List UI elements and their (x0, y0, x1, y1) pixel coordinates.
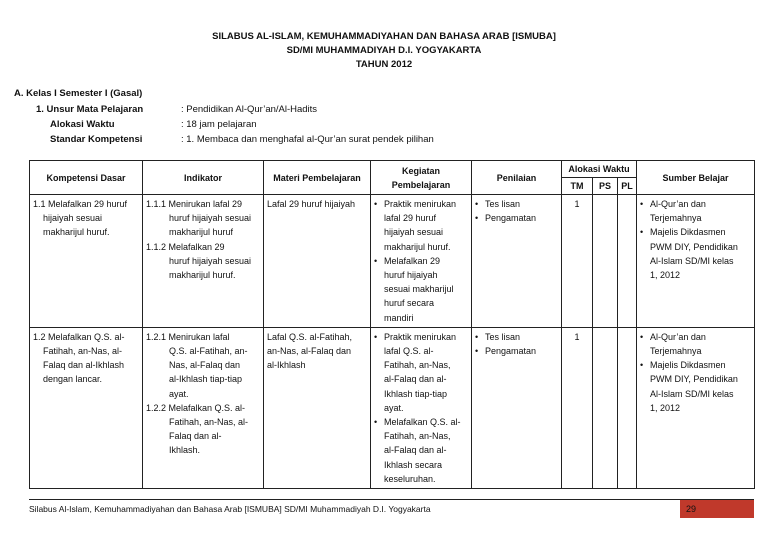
kegiatan-line: makharijul huruf. (384, 241, 451, 252)
indikator-line: Fatihah, an-Nas, al- (169, 417, 249, 428)
indikator-line: 1.1.2 Melafalkan 29 (146, 241, 225, 252)
materi-line: al-Ikhlash (267, 360, 306, 371)
header-indikator: Indikator (143, 161, 264, 195)
bullet-icon: • (475, 331, 479, 342)
kegiatan-cell (371, 195, 472, 328)
syllabus-table (29, 160, 755, 489)
kegiatan-line: al-Falaq dan al- (384, 445, 447, 456)
penilaian-text: Pengamatan (485, 346, 537, 357)
kegiatan-line: hijaiyah sesuai (384, 227, 444, 238)
indikator-line: huruf hijaiyah sesuai (169, 213, 252, 224)
kegiatan-line: Ikhlash secara (384, 459, 443, 470)
document-title: SILABUS AL-ISLAM, KEMUHAMMADIYAHAN DAN BAHASA ARAB [ISMUBA] (212, 31, 556, 42)
sumber-line: 1, 2012 (650, 270, 681, 281)
kd-line: makharijul huruf. (43, 227, 110, 238)
ps-cell (593, 195, 618, 328)
kegiatan-line: huruf secara (384, 298, 435, 309)
kegiatan-line: Praktik menirukan (384, 199, 457, 209)
document-subtitle: SD/MI MUHAMMADIYAH D.I. YOGYAKARTA (286, 45, 482, 56)
kd-line: Falaq dan al-Ikhlash (43, 360, 125, 371)
unsur-label: 1. Unsur Mata Pelajaran (36, 104, 144, 115)
indikator-cell (143, 195, 264, 328)
sumber-cell (637, 327, 755, 488)
page-number: 29 (680, 500, 754, 518)
kegiatan-item (374, 197, 468, 254)
kd-cell (30, 327, 143, 488)
materi-line: Lafal 29 huruf hijaiyah (267, 199, 356, 209)
kd-line: 1.1 Melafalkan 29 huruf (33, 199, 128, 209)
kegiatan-line: ayat. (384, 402, 404, 413)
sumber-line: Al-Qur’an dan (650, 331, 706, 342)
sumber-line: Al-Islam SD/MI kelas (650, 388, 734, 399)
kegiatan-line: Melafalkan 29 (384, 255, 441, 266)
tm-cell: 1 (562, 327, 593, 488)
table-row (30, 327, 755, 488)
penilaian-text: Tes lisan (485, 331, 521, 342)
sumber-line: Majelis Dikdasmen (650, 360, 726, 371)
header-ps: PS (593, 178, 618, 195)
kd-line: Fatihah, an-Nas, al- (43, 346, 123, 357)
kegiatan-line: Melafalkan Q.S. al- (384, 417, 461, 428)
penilaian-cell (472, 327, 562, 488)
kegiatan-line: Fatihah, an-Nas, (384, 431, 451, 442)
indikator-line: al-Ikhlash tiap-tiap (169, 374, 243, 385)
sumber-line: Al-Islam SD/MI kelas (650, 255, 734, 266)
header-kd: Kompetensi Dasar (30, 161, 143, 195)
materi-line: Lafal Q.S. al-Fatihah, (267, 331, 353, 342)
sumber-item (640, 225, 751, 282)
sumber-line: PWM DIY, Pendidikan (650, 241, 738, 252)
indikator-line: 1.2.2 Melafalkan Q.S. al- (146, 402, 246, 413)
header-tm: TM (562, 178, 593, 195)
sumber-line: Terjemahnya (650, 346, 702, 357)
bullet-icon: • (374, 255, 378, 266)
alokasi-value: : 18 jam pelajaran (181, 119, 257, 130)
kegiatan-line: lafal 29 huruf (384, 213, 437, 224)
pl-cell (618, 195, 637, 328)
sumber-line: Al-Qur’an dan (650, 199, 706, 209)
kegiatan-item (374, 254, 468, 325)
header-pl: PL (618, 178, 637, 195)
indikator-line: makharijul huruf. (169, 270, 236, 281)
penilaian-item (475, 344, 558, 358)
sumber-line: Terjemahnya (650, 213, 702, 224)
kd-cell (30, 195, 143, 328)
bullet-icon: • (374, 417, 378, 428)
kegiatan-item (374, 415, 468, 486)
bullet-icon: • (374, 331, 378, 342)
penilaian-item (475, 197, 558, 211)
penilaian-text: Tes lisan (485, 199, 521, 209)
bullet-icon: • (475, 199, 479, 209)
materi-cell (264, 195, 371, 328)
bullet-icon: • (475, 213, 479, 224)
sumber-item (640, 358, 751, 415)
penilaian-cell (472, 195, 562, 328)
bullet-icon: • (640, 199, 644, 209)
bullet-icon: • (640, 360, 644, 371)
kegiatan-line: Ikhlash tiap-tiap (384, 388, 448, 399)
kd-line: dengan lancar. (43, 374, 103, 385)
standar-value: : 1. Membaca dan menghafal al-Qur’an surat pendek pilihan (181, 134, 434, 145)
kegiatan-line: mandiri (384, 312, 414, 323)
indikator-line: Ikhlash. (169, 445, 201, 456)
header-materi: Materi Pembelajaran (264, 161, 371, 195)
materi-cell (264, 327, 371, 488)
header-kegiatan: Kegiatan Pembelajaran (371, 161, 472, 195)
pl-cell (618, 327, 637, 488)
kd-line: 1.2 Melafalkan Q.S. al- (33, 331, 125, 342)
indikator-line: 1.1.1 Menirukan lafal 29 (146, 199, 243, 209)
page-footer (29, 499, 754, 518)
kegiatan-cell (371, 327, 472, 488)
ps-cell (593, 327, 618, 488)
bullet-icon: • (640, 227, 644, 238)
kegiatan-line: lafal Q.S. al- (384, 346, 434, 357)
kegiatan-item (374, 330, 468, 415)
unsur-value: : Pendidikan Al-Qur’an/Al-Hadits (181, 104, 318, 115)
bullet-icon: • (475, 346, 479, 357)
indikator-line: ayat. (169, 388, 189, 399)
sumber-cell (637, 195, 755, 328)
footer-text: Silabus Al-Islam, Kemuhammadiyahan dan Bahasa Arab [ISMUBA] SD/MI Muhammadiyah D.I. Yogyakarta (29, 504, 431, 514)
table-row (30, 195, 755, 328)
penilaian-item (475, 211, 558, 225)
indikator-line: 1.2.1 Menirukan lafal (146, 331, 230, 342)
kegiatan-line: Praktik menirukan (384, 331, 457, 342)
indikator-line: Falaq dan al- (169, 431, 222, 442)
indikator-cell (143, 327, 264, 488)
materi-line: an-Nas, al-Falaq dan (267, 346, 352, 357)
sumber-item (640, 197, 751, 225)
kegiatan-line: keseluruhan. (384, 473, 436, 484)
bullet-icon: • (374, 199, 378, 209)
section-heading: A. Kelas I Semester I (Gasal) (14, 88, 143, 99)
penilaian-text: Pengamatan (485, 213, 537, 224)
indikator-line: Q.S. al-Fatihah, an- (169, 346, 248, 357)
sumber-item (640, 330, 751, 358)
kegiatan-line: sesuai makharijul (384, 284, 454, 295)
indikator-line: makharijul huruf (169, 227, 234, 238)
kegiatan-line: huruf hijaiyah (384, 270, 438, 281)
document-year: TAHUN 2012 (355, 59, 413, 70)
header-sumber: Sumber Belajar (637, 161, 755, 195)
alokasi-label: Alokasi Waktu (50, 119, 115, 130)
kd-line: hijaiyah sesuai (43, 213, 103, 224)
kegiatan-line: al-Falaq dan al- (384, 374, 447, 385)
sumber-line: Majelis Dikdasmen (650, 227, 726, 238)
kegiatan-line: Fatihah, an-Nas, (384, 360, 451, 371)
header-penilaian: Penilaian (472, 161, 562, 195)
sumber-line: 1, 2012 (650, 402, 681, 413)
header-alokasi: Alokasi Waktu (562, 161, 637, 178)
indikator-line: Nas, al-Falaq dan (169, 360, 241, 371)
header-row (30, 161, 755, 178)
tm-cell: 1 (562, 195, 593, 328)
standar-label: Standar Kompetensi (50, 134, 143, 145)
penilaian-item (475, 330, 558, 344)
bullet-icon: • (640, 331, 644, 342)
sumber-line: PWM DIY, Pendidikan (650, 374, 738, 385)
indikator-line: huruf hijaiyah sesuai (169, 255, 252, 266)
